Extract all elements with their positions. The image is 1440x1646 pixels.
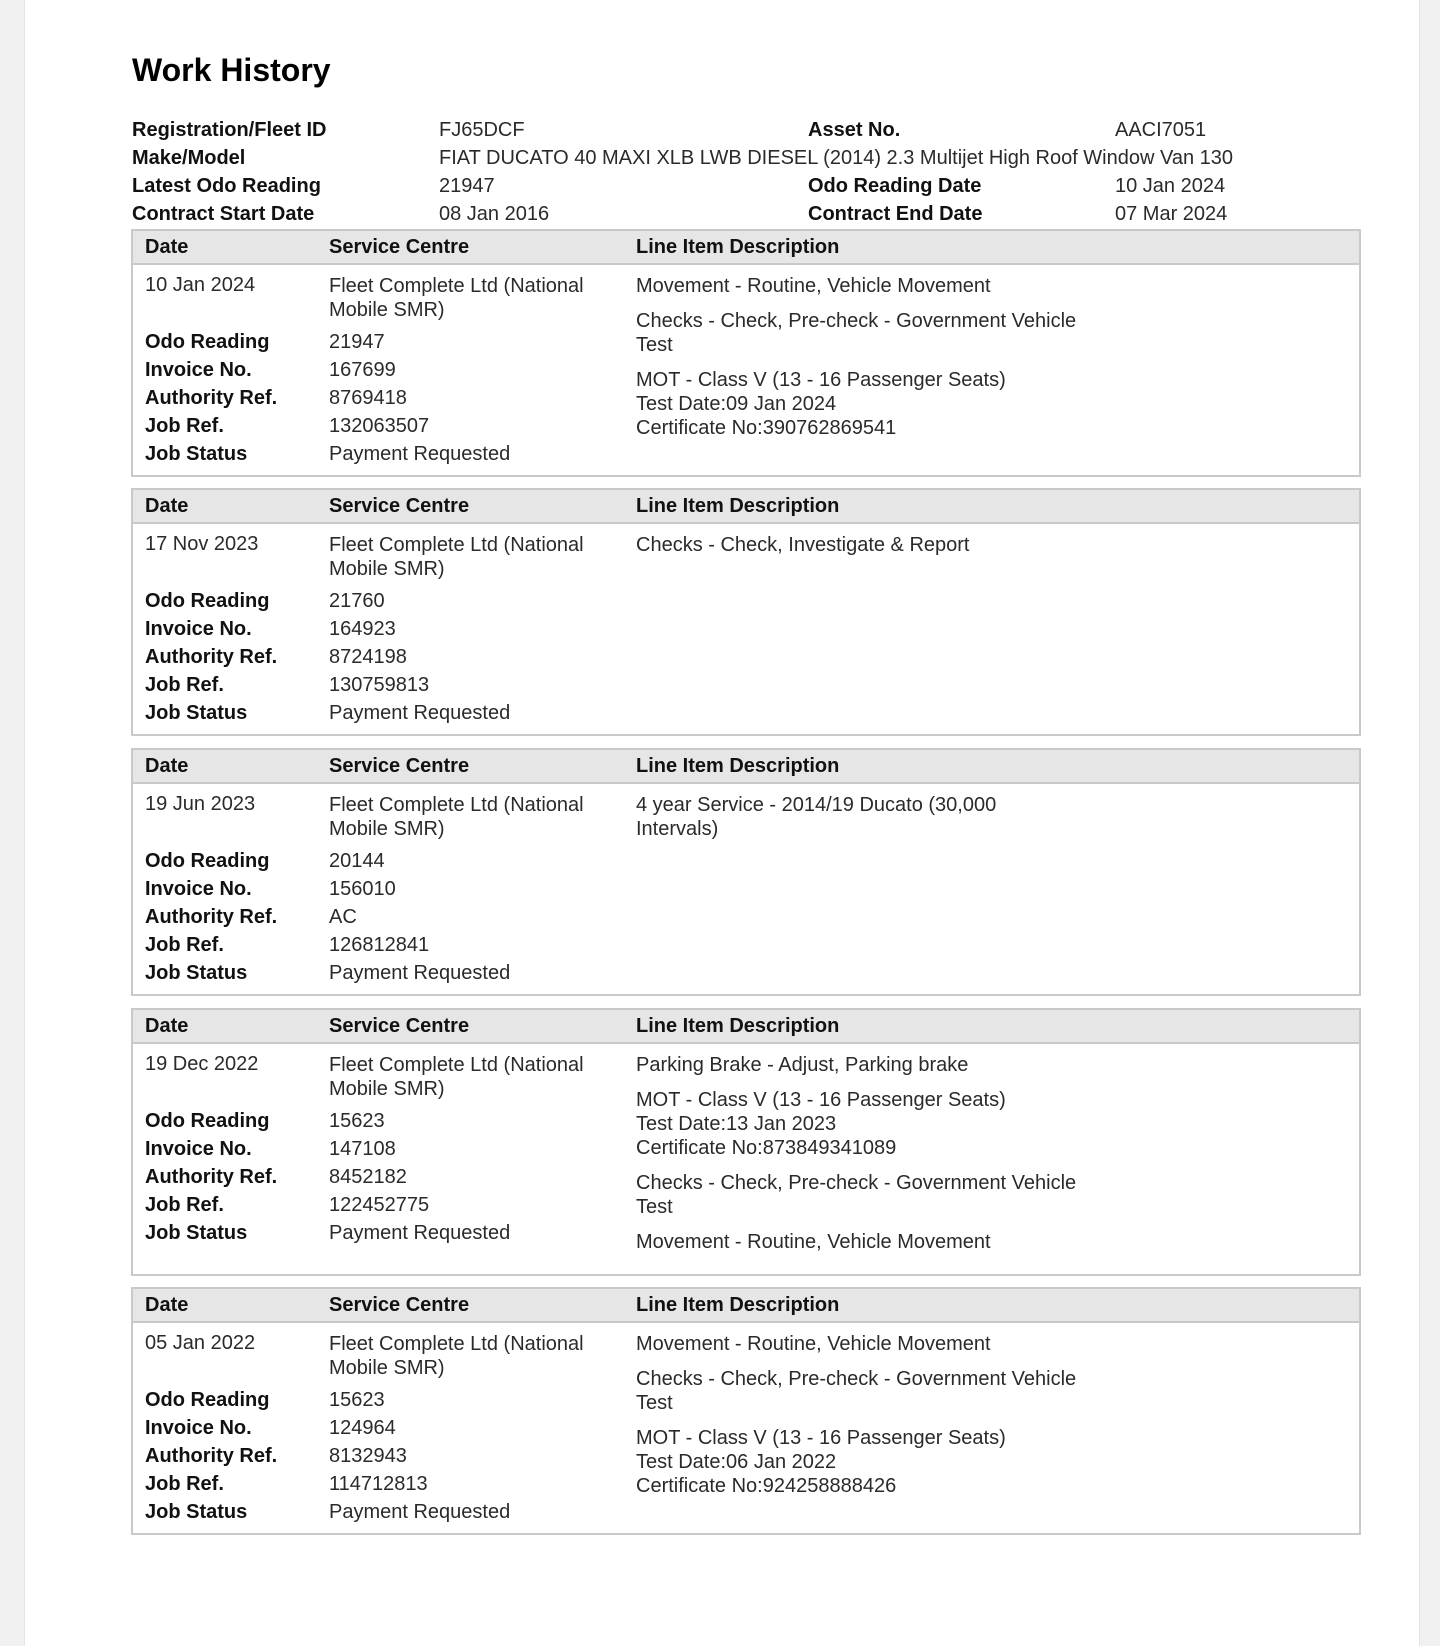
entry-field-invoice bbox=[133, 618, 633, 646]
line-item-text: Test Date:06 Jan 2022 bbox=[636, 1451, 837, 1473]
field-value: 15623 bbox=[329, 1389, 385, 1411]
line-item-text: Test Date:13 Jan 2023 bbox=[636, 1113, 837, 1135]
field-value: AC bbox=[329, 906, 357, 928]
line-item-text: Certificate No:924258888426 bbox=[636, 1475, 897, 1497]
entry-field-job-status bbox=[133, 702, 633, 730]
service-centre-column-header: Service Centre bbox=[329, 1015, 470, 1037]
entry-header bbox=[133, 750, 1359, 784]
entry-field-job-status bbox=[133, 962, 633, 990]
field-label: Job Ref. bbox=[145, 674, 224, 696]
work-entry bbox=[131, 1008, 1361, 1276]
odo-value: 21947 bbox=[439, 175, 495, 197]
entry-field-odo bbox=[133, 331, 633, 359]
line-item bbox=[636, 1230, 1106, 1254]
work-entry bbox=[131, 488, 1361, 736]
entry-field-job-ref bbox=[133, 1194, 633, 1222]
field-value: 20144 bbox=[329, 850, 385, 872]
entry-date: 17 Nov 2023 bbox=[145, 533, 259, 555]
entry-field-job-ref bbox=[133, 415, 633, 443]
field-label: Job Status bbox=[145, 1222, 248, 1244]
entry-body bbox=[133, 265, 1359, 477]
line-item-text: Checks - Check, Investigate & Report bbox=[636, 534, 970, 556]
line-item bbox=[636, 1332, 1106, 1356]
entry-field-authority bbox=[133, 906, 633, 934]
line-item bbox=[636, 1088, 1106, 1160]
field-value: 132063507 bbox=[329, 415, 430, 437]
contract-end-label: Contract End Date bbox=[808, 203, 983, 225]
entry-field-job-status bbox=[133, 1501, 633, 1529]
line-item-text: Certificate No:873849341089 bbox=[636, 1137, 897, 1159]
field-value: Payment Requested bbox=[329, 962, 511, 984]
field-value: 122452775 bbox=[329, 1194, 430, 1216]
line-items bbox=[636, 533, 1106, 568]
asset-value: AACI7051 bbox=[1115, 119, 1207, 141]
field-label: Authority Ref. bbox=[145, 1166, 278, 1188]
line-item-text: Movement - Routine, Vehicle Movement bbox=[636, 1231, 991, 1253]
entry-date: 10 Jan 2024 bbox=[145, 274, 256, 296]
field-label: Job Status bbox=[145, 702, 248, 724]
line-item-text: Certificate No:390762869541 bbox=[636, 417, 897, 439]
service-centre: Fleet Complete Ltd (National Mobile SMR) bbox=[329, 1054, 584, 1100]
odo-date-label: Odo Reading Date bbox=[808, 175, 982, 197]
field-value: 114712813 bbox=[329, 1473, 428, 1495]
odo-label: Latest Odo Reading bbox=[132, 175, 321, 197]
entry-body bbox=[133, 784, 1359, 996]
entry-header bbox=[133, 1289, 1359, 1323]
service-centre-column-header: Service Centre bbox=[329, 495, 470, 517]
entry-field-invoice bbox=[133, 1138, 633, 1166]
make-label: Make/Model bbox=[132, 147, 246, 169]
entry-header bbox=[133, 490, 1359, 524]
line-item bbox=[636, 274, 1106, 298]
line-item bbox=[636, 1053, 1106, 1077]
document-page bbox=[24, 0, 1420, 1646]
field-value: 124964 bbox=[329, 1417, 396, 1439]
service-centre: Fleet Complete Ltd (National Mobile SMR) bbox=[329, 275, 584, 321]
work-entry bbox=[131, 748, 1361, 996]
entry-field-job-ref bbox=[133, 674, 633, 702]
line-item-text: Test bbox=[636, 334, 673, 356]
contract-start-label: Contract Start Date bbox=[132, 203, 315, 225]
field-label: Odo Reading bbox=[145, 590, 270, 612]
field-value: 8769418 bbox=[329, 387, 407, 409]
entry-body bbox=[133, 524, 1359, 736]
line-item bbox=[636, 1171, 1106, 1219]
odo-date-value: 10 Jan 2024 bbox=[1115, 175, 1226, 197]
entry-field-odo bbox=[133, 850, 633, 878]
field-value: 156010 bbox=[329, 878, 396, 900]
registration-value: FJ65DCF bbox=[439, 119, 525, 141]
summary-row bbox=[132, 172, 1362, 200]
service-centre: Fleet Complete Ltd (National Mobile SMR) bbox=[329, 534, 584, 580]
field-value: 126812841 bbox=[329, 934, 430, 956]
entry-header bbox=[133, 1010, 1359, 1044]
field-value: 147108 bbox=[329, 1138, 396, 1160]
field-label: Odo Reading bbox=[145, 331, 270, 353]
line-item-text: MOT - Class V (13 - 16 Passenger Seats) bbox=[636, 369, 1006, 391]
field-value: 167699 bbox=[329, 359, 396, 381]
field-label: Authority Ref. bbox=[145, 906, 278, 928]
line-item bbox=[636, 309, 1106, 357]
field-label: Odo Reading bbox=[145, 850, 270, 872]
field-label: Authority Ref. bbox=[145, 387, 278, 409]
page-title: Work History bbox=[132, 52, 331, 88]
entry-field-job-status bbox=[133, 443, 633, 471]
entry-header bbox=[133, 231, 1359, 265]
entry-field-authority bbox=[133, 646, 633, 674]
field-value: 21947 bbox=[329, 331, 385, 353]
field-label: Invoice No. bbox=[145, 1138, 252, 1160]
entry-field-authority bbox=[133, 387, 633, 415]
description-column-header: Line Item Description bbox=[636, 1015, 840, 1037]
line-item bbox=[636, 1367, 1106, 1415]
service-centre-column-header: Service Centre bbox=[329, 1294, 470, 1316]
entry-field-odo bbox=[133, 1110, 633, 1138]
date-column-header: Date bbox=[145, 755, 189, 777]
entry-field-job-status bbox=[133, 1222, 633, 1250]
entry-field-invoice bbox=[133, 878, 633, 906]
line-item bbox=[636, 1426, 1106, 1498]
line-item-text: MOT - Class V (13 - 16 Passenger Seats) bbox=[636, 1427, 1006, 1449]
entry-body bbox=[133, 1044, 1359, 1276]
field-value: Payment Requested bbox=[329, 1222, 511, 1244]
field-label: Odo Reading bbox=[145, 1110, 270, 1132]
field-label: Invoice No. bbox=[145, 878, 252, 900]
service-centre: Fleet Complete Ltd (National Mobile SMR) bbox=[329, 794, 584, 840]
entry-field-authority bbox=[133, 1445, 633, 1473]
vehicle-summary bbox=[132, 116, 1362, 228]
entry-field-odo bbox=[133, 590, 633, 618]
field-label: Authority Ref. bbox=[145, 646, 278, 668]
line-item-text: Checks - Check, Pre-check - Government Vehicle bbox=[636, 1368, 1077, 1390]
service-centre-column-header: Service Centre bbox=[329, 236, 470, 258]
field-value: 21760 bbox=[329, 590, 385, 612]
field-value: 15623 bbox=[329, 1110, 385, 1132]
entry-field-invoice bbox=[133, 1417, 633, 1445]
line-item-text: Test bbox=[636, 1392, 673, 1414]
line-item-text: MOT - Class V (13 - 16 Passenger Seats) bbox=[636, 1089, 1006, 1111]
field-label: Job Status bbox=[145, 1501, 248, 1523]
summary-row bbox=[132, 200, 1362, 228]
description-column-header: Line Item Description bbox=[636, 495, 840, 517]
entry-date: 19 Jun 2023 bbox=[145, 793, 256, 815]
field-label: Job Status bbox=[145, 443, 248, 465]
line-item-text: Test bbox=[636, 1196, 673, 1218]
field-value: Payment Requested bbox=[329, 702, 511, 724]
description-column-header: Line Item Description bbox=[636, 755, 840, 777]
line-items bbox=[636, 1053, 1106, 1265]
summary-row bbox=[132, 144, 1362, 172]
entry-field-job-ref bbox=[133, 1473, 633, 1501]
field-label: Job Ref. bbox=[145, 934, 224, 956]
line-item-text: Intervals) bbox=[636, 818, 719, 840]
line-item-text: Test Date:09 Jan 2024 bbox=[636, 393, 837, 415]
field-label: Odo Reading bbox=[145, 1389, 270, 1411]
entry-date: 19 Dec 2022 bbox=[145, 1053, 259, 1075]
line-item-text: 4 year Service - 2014/19 Ducato (30,000 bbox=[636, 794, 997, 816]
line-item-text: Checks - Check, Pre-check - Government Vehicle bbox=[636, 1172, 1077, 1194]
contract-start-value: 08 Jan 2016 bbox=[439, 203, 550, 225]
line-item bbox=[636, 368, 1106, 440]
field-value: Payment Requested bbox=[329, 1501, 511, 1523]
entry-field-job-ref bbox=[133, 934, 633, 962]
contract-end-value: 07 Mar 2024 bbox=[1115, 203, 1228, 225]
line-items bbox=[636, 793, 1106, 852]
entry-field-odo bbox=[133, 1389, 633, 1417]
entry-field-authority bbox=[133, 1166, 633, 1194]
field-label: Job Ref. bbox=[145, 1194, 224, 1216]
field-value: Payment Requested bbox=[329, 443, 511, 465]
line-item-text: Movement - Routine, Vehicle Movement bbox=[636, 1333, 991, 1355]
date-column-header: Date bbox=[145, 1015, 189, 1037]
line-item bbox=[636, 533, 1106, 557]
service-centre-column-header: Service Centre bbox=[329, 755, 470, 777]
service-centre: Fleet Complete Ltd (National Mobile SMR) bbox=[329, 1333, 584, 1379]
date-column-header: Date bbox=[145, 1294, 189, 1316]
line-item-text: Checks - Check, Pre-check - Government Vehicle bbox=[636, 310, 1077, 332]
field-value: 8132943 bbox=[329, 1445, 407, 1467]
field-label: Job Ref. bbox=[145, 1473, 224, 1495]
description-column-header: Line Item Description bbox=[636, 1294, 840, 1316]
make-value: FIAT DUCATO 40 MAXI XLB LWB DIESEL (2014) 2.3 Multijet High Roof Window Van 130 bbox=[439, 147, 1234, 169]
entry-date: 05 Jan 2022 bbox=[145, 1332, 256, 1354]
date-column-header: Date bbox=[145, 495, 189, 517]
line-item bbox=[636, 793, 1106, 841]
date-column-header: Date bbox=[145, 236, 189, 258]
line-item-text: Movement - Routine, Vehicle Movement bbox=[636, 275, 991, 297]
entry-body bbox=[133, 1323, 1359, 1535]
entry-field-invoice bbox=[133, 359, 633, 387]
asset-label: Asset No. bbox=[808, 119, 901, 141]
field-label: Authority Ref. bbox=[145, 1445, 278, 1467]
description-column-header: Line Item Description bbox=[636, 236, 840, 258]
field-label: Job Ref. bbox=[145, 415, 224, 437]
line-item-text: Parking Brake - Adjust, Parking brake bbox=[636, 1054, 969, 1076]
field-value: 8724198 bbox=[329, 646, 407, 668]
work-entry bbox=[131, 229, 1361, 477]
field-label: Invoice No. bbox=[145, 1417, 252, 1439]
field-value: 130759813 bbox=[329, 674, 430, 696]
field-label: Invoice No. bbox=[145, 618, 252, 640]
line-items bbox=[636, 1332, 1106, 1509]
field-value: 8452182 bbox=[329, 1166, 407, 1188]
line-items bbox=[636, 274, 1106, 451]
summary-row bbox=[132, 116, 1362, 144]
work-entry bbox=[131, 1287, 1361, 1535]
registration-label: Registration/Fleet ID bbox=[132, 119, 327, 141]
field-label: Job Status bbox=[145, 962, 248, 984]
field-label: Invoice No. bbox=[145, 359, 252, 381]
field-value: 164923 bbox=[329, 618, 396, 640]
